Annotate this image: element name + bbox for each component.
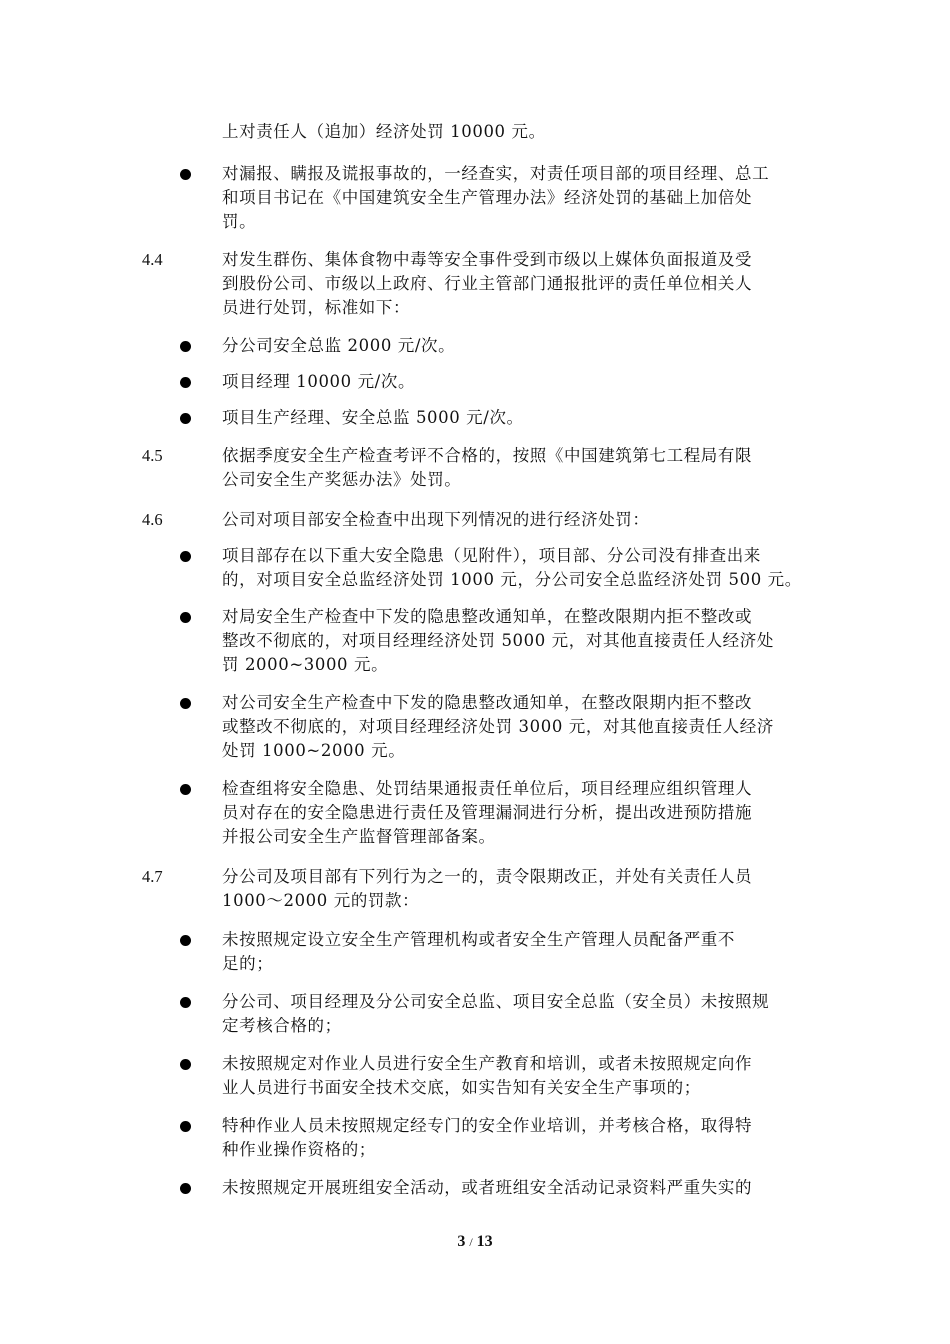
text-line: 的，对项目安全总监经济处罚 1000 元，分公司安全总监经济处罚 500 元。	[222, 570, 802, 589]
text-line: 公司安全生产奖惩办法》处罚。	[222, 470, 462, 489]
text-line: 公司对项目部安全检查中出现下列情况的进行经济处罚：	[222, 510, 650, 529]
text-line: 员对存在的安全隐患进行责任及管理漏洞进行分析，提出改进预防措施	[222, 803, 753, 822]
text-line: 罚。	[222, 212, 257, 231]
bullet-paragraph	[222, 691, 812, 763]
bullet-icon	[180, 997, 191, 1008]
text-line: 检查组将安全隐患、处罚结果通报责任单位后，项目经理应组织管理人	[222, 779, 753, 798]
text-line: 项目部存在以下重大安全隐患（见附件），项目部、分公司没有排查出来	[222, 546, 761, 565]
text-line: 分公司安全总监 2000 元/次。	[222, 336, 456, 355]
section-number: 4.5	[142, 446, 163, 465]
text-line: 上对责任人（追加）经济处罚 10000 元。	[222, 122, 546, 141]
text-line: 员进行处罚，标准如下：	[222, 298, 411, 317]
bullet-paragraph	[222, 928, 812, 976]
numbered-paragraph	[222, 248, 812, 320]
text-line: 项目生产经理、安全总监 5000 元/次。	[222, 408, 524, 427]
text-line: 依据季度安全生产检查考评不合格的，按照《中国建筑第七工程局有限	[222, 446, 753, 465]
bullet-paragraph	[222, 1176, 812, 1200]
bullet-icon	[180, 377, 191, 388]
page-separator: /	[469, 1235, 473, 1249]
paragraph	[222, 120, 812, 144]
bullet-paragraph	[222, 1052, 812, 1100]
bullet-paragraph	[222, 990, 812, 1038]
section-number: 4.4	[142, 250, 163, 269]
current-page: 3	[457, 1233, 466, 1250]
bullet-icon	[180, 784, 191, 795]
bullet-icon	[180, 935, 191, 946]
text-line: 处罚 1000~2000 元。	[222, 741, 406, 760]
bullet-icon	[180, 341, 191, 352]
total-pages: 13	[476, 1233, 493, 1250]
bullet-paragraph	[222, 406, 812, 430]
text-line: 对局安全生产检查中下发的隐患整改通知单，在整改限期内拒不整改或	[222, 607, 753, 626]
text-line: 罚 2000~3000 元。	[222, 655, 389, 674]
text-line: 未按照规定设立安全生产管理机构或者安全生产管理人员配备严重不	[222, 930, 735, 949]
bullet-paragraph	[222, 544, 812, 592]
bullet-icon	[180, 1059, 191, 1070]
text-line: 1000～2000 元的罚款：	[222, 891, 420, 910]
bullet-icon	[180, 413, 191, 424]
text-line: 未按照规定开展班组安全活动，或者班组安全活动记录资料严重失实的	[222, 1178, 753, 1197]
section-number: 4.7	[142, 867, 163, 886]
bullet-icon	[180, 169, 191, 180]
text-line: 足的；	[222, 954, 274, 973]
page-number	[0, 1233, 950, 1251]
bullet-paragraph	[222, 370, 812, 394]
text-line: 对发生群伤、集体食物中毒等安全事件受到市级以上媒体负面报道及受	[222, 250, 753, 269]
bullet-icon	[180, 1183, 191, 1194]
text-line: 未按照规定对作业人员进行安全生产教育和培训，或者未按照规定向作	[222, 1054, 753, 1073]
bullet-paragraph	[222, 1114, 812, 1162]
bullet-icon	[180, 698, 191, 709]
text-line: 和项目书记在《中国建筑安全生产管理办法》经济处罚的基础上加倍处	[222, 188, 753, 207]
text-line: 分公司及项目部有下列行为之一的，责令限期改正，并处有关责任人员	[222, 867, 753, 886]
text-line: 分公司、项目经理及分公司安全总监、项目安全总监（安全员）未按照规	[222, 992, 770, 1011]
text-line: 业人员进行书面安全技术交底，如实告知有关安全生产事项的；	[222, 1078, 701, 1097]
text-line: 到股份公司、市级以上政府、行业主管部门通报批评的责任单位相关人	[222, 274, 753, 293]
numbered-paragraph	[222, 508, 812, 532]
text-line: 整改不彻底的，对项目经理经济处罚 5000 元，对其他直接责任人经济处	[222, 631, 774, 650]
bullet-paragraph	[222, 605, 812, 677]
bullet-icon	[180, 1121, 191, 1132]
text-line: 定考核合格的；	[222, 1016, 342, 1035]
bullet-paragraph	[222, 334, 812, 358]
text-line: 项目经理 10000 元/次。	[222, 372, 416, 391]
text-line: 特种作业人员未按照规定经专门的安全作业培训，并考核合格，取得特	[222, 1116, 753, 1135]
text-line: 或整改不彻底的，对项目经理经济处罚 3000 元，对其他直接责任人经济	[222, 717, 774, 736]
bullet-icon	[180, 612, 191, 623]
section-number: 4.6	[142, 510, 163, 529]
bullet-paragraph	[222, 162, 812, 234]
numbered-paragraph	[222, 444, 812, 492]
numbered-paragraph	[222, 865, 812, 913]
bullet-icon	[180, 551, 191, 562]
text-line: 对漏报、瞒报及谎报事故的，一经查实，对责任项目部的项目经理、总工	[222, 164, 770, 183]
bullet-paragraph	[222, 777, 812, 849]
text-line: 对公司安全生产检查中下发的隐患整改通知单，在整改限期内拒不整改	[222, 693, 753, 712]
text-line: 种作业操作资格的；	[222, 1140, 376, 1159]
text-line: 并报公司安全生产监督管理部备案。	[222, 827, 496, 846]
